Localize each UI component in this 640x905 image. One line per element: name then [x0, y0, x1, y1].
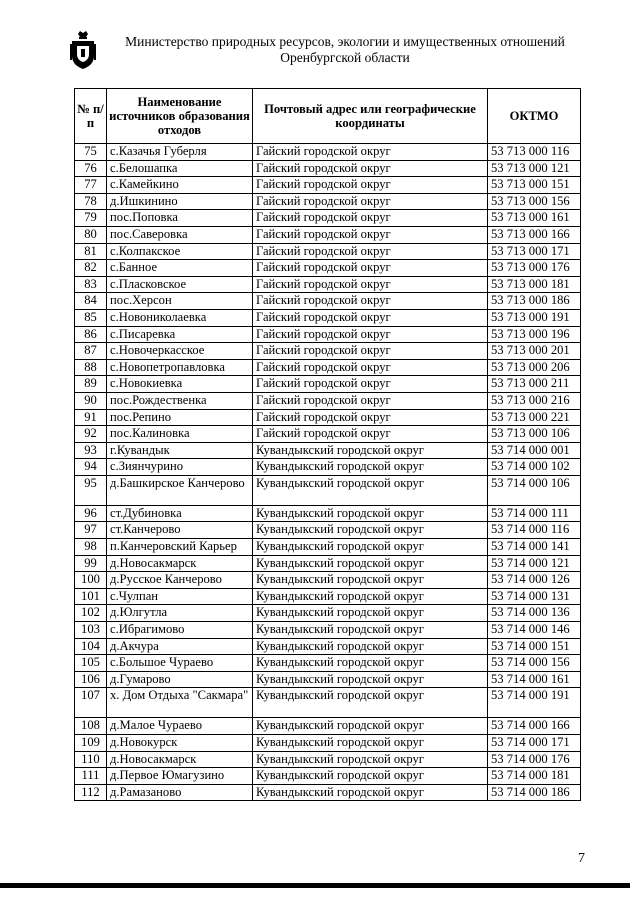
- cell-oktmo: 53 713 000 206: [488, 359, 581, 376]
- table-row: [75, 376, 581, 393]
- table-row: [75, 326, 581, 343]
- cell-num: 83: [75, 276, 107, 293]
- cell-num: 106: [75, 671, 107, 688]
- cell-name: с.Казачья Губерля: [107, 144, 253, 161]
- cell-address: Гайский городской округ: [253, 226, 488, 243]
- table-row: [75, 718, 581, 735]
- cell-name: д.Гумарово: [107, 671, 253, 688]
- cell-name: д.Башкирское Канчерово: [107, 475, 253, 505]
- cell-oktmo: 53 713 000 176: [488, 260, 581, 277]
- cell-name: с.Камейкино: [107, 177, 253, 194]
- cell-address: Кувандыкский городской округ: [253, 638, 488, 655]
- table-row: [75, 260, 581, 277]
- column-header-num: № п/п: [75, 89, 107, 144]
- region-name: Оренбургской области: [280, 50, 410, 65]
- cell-num: 78: [75, 193, 107, 210]
- table-row: [75, 751, 581, 768]
- cell-name: с.Банное: [107, 260, 253, 277]
- cell-oktmo: 53 714 000 111: [488, 505, 581, 522]
- cell-oktmo: 53 714 000 131: [488, 588, 581, 605]
- cell-address: Кувандыкский городской округ: [253, 539, 488, 556]
- cell-num: 105: [75, 655, 107, 672]
- cell-num: 80: [75, 226, 107, 243]
- cell-oktmo: 53 713 000 181: [488, 276, 581, 293]
- cell-num: 93: [75, 442, 107, 459]
- table-row: [75, 226, 581, 243]
- table-row: [75, 638, 581, 655]
- table-row: [75, 243, 581, 260]
- cell-address: Кувандыкский городской округ: [253, 505, 488, 522]
- cell-name: д.Новосакмарск: [107, 751, 253, 768]
- cell-address: Гайский городской округ: [253, 144, 488, 161]
- cell-num: 97: [75, 522, 107, 539]
- cell-num: 96: [75, 505, 107, 522]
- cell-name: пос.Саверовка: [107, 226, 253, 243]
- cell-oktmo: 53 713 000 211: [488, 376, 581, 393]
- table-row: [75, 144, 581, 161]
- cell-address: Гайский городской округ: [253, 193, 488, 210]
- cell-oktmo: 53 713 000 151: [488, 177, 581, 194]
- cell-oktmo: 53 714 000 186: [488, 784, 581, 801]
- cell-name: г.Кувандык: [107, 442, 253, 459]
- cell-oktmo: 53 714 000 141: [488, 539, 581, 556]
- cell-name: с.Писаревка: [107, 326, 253, 343]
- cell-num: 82: [75, 260, 107, 277]
- cell-address: Кувандыкский городской округ: [253, 751, 488, 768]
- cell-oktmo: 53 714 000 106: [488, 475, 581, 505]
- table-row: [75, 671, 581, 688]
- cell-name: х. Дом Отдыха "Сакмара": [107, 688, 253, 718]
- cell-address: Гайский городской округ: [253, 392, 488, 409]
- cell-oktmo: 53 714 000 116: [488, 522, 581, 539]
- cell-num: 75: [75, 144, 107, 161]
- cell-name: с.Новониколаевка: [107, 309, 253, 326]
- cell-address: Гайский городской округ: [253, 293, 488, 310]
- cell-name: д.Малое Чураево: [107, 718, 253, 735]
- cell-address: Кувандыкский городской округ: [253, 522, 488, 539]
- cell-address: Гайский городской округ: [253, 376, 488, 393]
- cell-address: Гайский городской округ: [253, 309, 488, 326]
- cell-oktmo: 53 713 000 116: [488, 144, 581, 161]
- table-row: [75, 768, 581, 785]
- table-row: [75, 605, 581, 622]
- cell-num: 108: [75, 718, 107, 735]
- table-row: [75, 210, 581, 227]
- table-row: [75, 522, 581, 539]
- table-row: [75, 293, 581, 310]
- cell-name: д.Акчура: [107, 638, 253, 655]
- cell-oktmo: 53 714 000 176: [488, 751, 581, 768]
- cell-name: с.Пласковское: [107, 276, 253, 293]
- table-row: [75, 655, 581, 672]
- cell-address: Гайский городской округ: [253, 276, 488, 293]
- cell-name: п.Канчеровский Карьер: [107, 539, 253, 556]
- table-row: [75, 555, 581, 572]
- table-row: [75, 735, 581, 752]
- cell-name: д.Юлгутла: [107, 605, 253, 622]
- cell-name: д.Ишкинино: [107, 193, 253, 210]
- cell-address: Гайский городской округ: [253, 210, 488, 227]
- cell-num: 85: [75, 309, 107, 326]
- cell-num: 92: [75, 426, 107, 443]
- cell-name: пос.Поповка: [107, 210, 253, 227]
- table-row: [75, 177, 581, 194]
- table-row: [75, 622, 581, 639]
- table-row: [75, 392, 581, 409]
- cell-name: с.Зиянчурино: [107, 459, 253, 476]
- column-header-address: Почтовый адрес или географические координаты: [253, 89, 488, 144]
- table-row: [75, 688, 581, 718]
- cell-name: д.Новокурск: [107, 735, 253, 752]
- cell-num: 102: [75, 605, 107, 622]
- cell-name: с.Новочеркасское: [107, 343, 253, 360]
- coat-of-arms-icon: [70, 30, 96, 70]
- cell-num: 81: [75, 243, 107, 260]
- cell-name: с.Новокиевка: [107, 376, 253, 393]
- cell-num: 104: [75, 638, 107, 655]
- table-row: [75, 160, 581, 177]
- cell-num: 101: [75, 588, 107, 605]
- cell-name: д.Новосакмарск: [107, 555, 253, 572]
- cell-address: Кувандыкский городской округ: [253, 671, 488, 688]
- cell-oktmo: 53 713 000 171: [488, 243, 581, 260]
- cell-num: 109: [75, 735, 107, 752]
- cell-name: пос.Калиновка: [107, 426, 253, 443]
- cell-num: 91: [75, 409, 107, 426]
- column-header-name: Наименование источников образования отходов: [107, 89, 253, 144]
- table-row: [75, 276, 581, 293]
- cell-oktmo: 53 713 000 161: [488, 210, 581, 227]
- cell-address: Кувандыкский городской округ: [253, 442, 488, 459]
- cell-address: Кувандыкский городской округ: [253, 555, 488, 572]
- cell-name: д.Рамазаново: [107, 784, 253, 801]
- cell-name: с.Новопетропавловка: [107, 359, 253, 376]
- cell-name: ст.Дубиновка: [107, 505, 253, 522]
- cell-address: Кувандыкский городской округ: [253, 572, 488, 589]
- cell-oktmo: 53 714 000 156: [488, 655, 581, 672]
- table-row: [75, 193, 581, 210]
- cell-num: 79: [75, 210, 107, 227]
- cell-num: 94: [75, 459, 107, 476]
- cell-name: с.Чулпан: [107, 588, 253, 605]
- cell-name: пос.Рождественка: [107, 392, 253, 409]
- cell-address: Гайский городской округ: [253, 359, 488, 376]
- cell-num: 110: [75, 751, 107, 768]
- cell-oktmo: 53 714 000 151: [488, 638, 581, 655]
- table-row: [75, 539, 581, 556]
- table-row: [75, 426, 581, 443]
- cell-oktmo: 53 713 000 186: [488, 293, 581, 310]
- table-row: [75, 505, 581, 522]
- cell-oktmo: 53 713 000 156: [488, 193, 581, 210]
- cell-name: с.Колпакское: [107, 243, 253, 260]
- cell-oktmo: 53 714 000 191: [488, 688, 581, 718]
- table-row: [75, 442, 581, 459]
- column-header-oktmo: ОКТМО: [488, 89, 581, 144]
- cell-num: 112: [75, 784, 107, 801]
- cell-oktmo: 53 714 000 001: [488, 442, 581, 459]
- cell-oktmo: 53 714 000 126: [488, 572, 581, 589]
- cell-num: 77: [75, 177, 107, 194]
- cell-oktmo: 53 714 000 146: [488, 622, 581, 639]
- table-row: [75, 359, 581, 376]
- cell-oktmo: 53 714 000 136: [488, 605, 581, 622]
- cell-address: Гайский городской округ: [253, 160, 488, 177]
- cell-address: Гайский городской округ: [253, 177, 488, 194]
- cell-oktmo: 53 713 000 121: [488, 160, 581, 177]
- cell-address: Кувандыкский городской округ: [253, 475, 488, 505]
- cell-address: Кувандыкский городской округ: [253, 768, 488, 785]
- cell-num: 87: [75, 343, 107, 360]
- document-header: [110, 34, 580, 66]
- cell-num: 88: [75, 359, 107, 376]
- cell-num: 99: [75, 555, 107, 572]
- table-body: [75, 144, 581, 801]
- cell-num: 89: [75, 376, 107, 393]
- cell-oktmo: 53 714 000 121: [488, 555, 581, 572]
- cell-oktmo: 53 713 000 221: [488, 409, 581, 426]
- cell-oktmo: 53 713 000 191: [488, 309, 581, 326]
- cell-address: Гайский городской округ: [253, 326, 488, 343]
- table-row: [75, 784, 581, 801]
- cell-name: д.Русское Канчерово: [107, 572, 253, 589]
- cell-num: 84: [75, 293, 107, 310]
- cell-name: с.Ибрагимово: [107, 622, 253, 639]
- table-row: [75, 409, 581, 426]
- waste-sources-table: [74, 88, 581, 801]
- cell-num: 107: [75, 688, 107, 718]
- cell-num: 76: [75, 160, 107, 177]
- footer-rule: [0, 883, 630, 888]
- cell-address: Кувандыкский городской округ: [253, 605, 488, 622]
- table-row: [75, 309, 581, 326]
- cell-address: Кувандыкский городской округ: [253, 718, 488, 735]
- cell-address: Гайский городской округ: [253, 409, 488, 426]
- cell-num: 100: [75, 572, 107, 589]
- cell-oktmo: 53 713 000 196: [488, 326, 581, 343]
- table-row: [75, 343, 581, 360]
- cell-address: Кувандыкский городской округ: [253, 622, 488, 639]
- ministry-name: Министерство природных ресурсов, экологии и имущественных отношений: [125, 34, 565, 49]
- cell-name: с.Большое Чураево: [107, 655, 253, 672]
- cell-oktmo: 53 713 000 106: [488, 426, 581, 443]
- table-row: [75, 475, 581, 505]
- table-header-row: [75, 89, 581, 144]
- cell-address: Кувандыкский городской округ: [253, 655, 488, 672]
- cell-oktmo: 53 714 000 161: [488, 671, 581, 688]
- cell-oktmo: 53 714 000 166: [488, 718, 581, 735]
- cell-address: Кувандыкский городской округ: [253, 688, 488, 718]
- cell-address: Кувандыкский городской округ: [253, 459, 488, 476]
- table-row: [75, 588, 581, 605]
- cell-oktmo: 53 714 000 171: [488, 735, 581, 752]
- cell-address: Кувандыкский городской округ: [253, 588, 488, 605]
- cell-oktmo: 53 714 000 102: [488, 459, 581, 476]
- table-row: [75, 459, 581, 476]
- table-row: [75, 572, 581, 589]
- cell-num: 95: [75, 475, 107, 505]
- cell-num: 103: [75, 622, 107, 639]
- cell-name: ст.Канчерово: [107, 522, 253, 539]
- cell-address: Гайский городской округ: [253, 426, 488, 443]
- cell-name: д.Первое Юмагузино: [107, 768, 253, 785]
- cell-address: Гайский городской округ: [253, 260, 488, 277]
- cell-address: Гайский городской округ: [253, 343, 488, 360]
- cell-num: 98: [75, 539, 107, 556]
- page-number: 7: [578, 851, 585, 866]
- cell-address: Кувандыкский городской округ: [253, 735, 488, 752]
- cell-oktmo: 53 713 000 216: [488, 392, 581, 409]
- cell-oktmo: 53 713 000 201: [488, 343, 581, 360]
- cell-num: 111: [75, 768, 107, 785]
- cell-address: Кувандыкский городской округ: [253, 784, 488, 801]
- cell-oktmo: 53 714 000 181: [488, 768, 581, 785]
- cell-name: пос.Репино: [107, 409, 253, 426]
- cell-num: 86: [75, 326, 107, 343]
- cell-name: с.Белошапка: [107, 160, 253, 177]
- cell-name: пос.Херсон: [107, 293, 253, 310]
- cell-oktmo: 53 713 000 166: [488, 226, 581, 243]
- cell-num: 90: [75, 392, 107, 409]
- cell-address: Гайский городской округ: [253, 243, 488, 260]
